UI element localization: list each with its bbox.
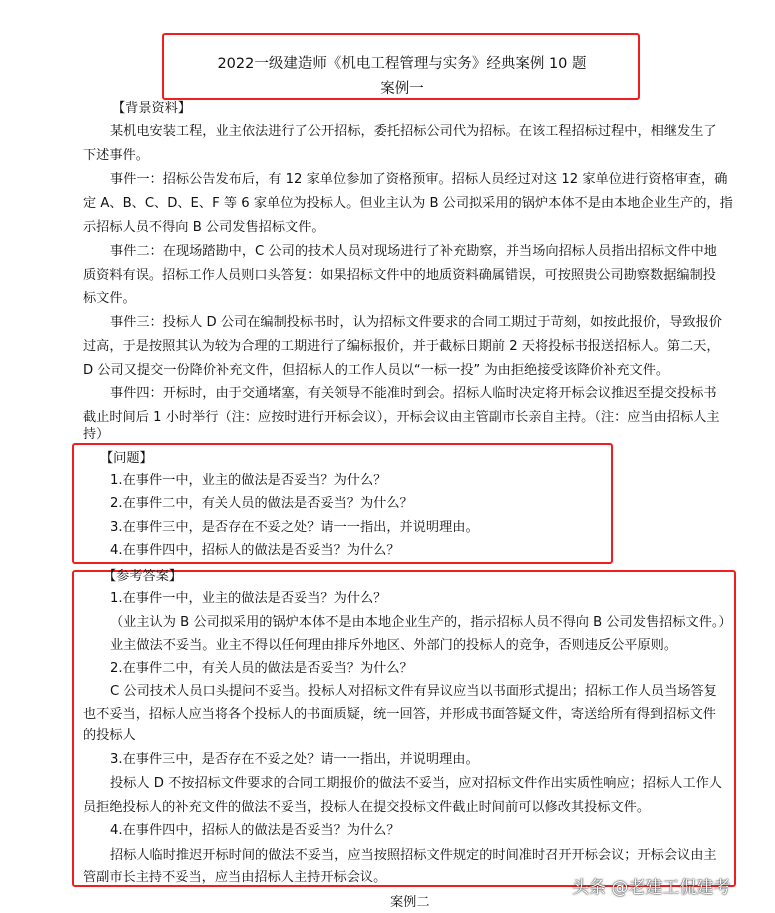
question-item: 2.在事件二中，有关人员的做法是否妥当？为什么？ [110,496,413,511]
background-line: 标文件。 [83,291,136,306]
answer-line: 的投标人 [83,728,136,743]
background-line: 事件一：招标公告发布后，有 12 家单位参加了资格预审。招标人员经过对这 12 家单位进行资格审查，确 [110,172,728,187]
background-line: 下述事件。 [83,148,149,163]
watermark: 头条 @老建工侃建考 [572,878,731,898]
question-item: 3.在事件三中，是否存在不妥之处？请一一指出，并说明理由。 [110,520,479,535]
answer-line: 2.在事件二中，有关人员的做法是否妥当？为什么？ [110,661,413,676]
answer-line: （业主认为 B 公司拟采用的锅炉本体不是由本地企业生产的，指示招标人员不得向 B 公司发售招标文件。） [110,615,732,630]
answer-line: 员拒绝投标人的补充文件的做法不妥当，投标人在提交投标文件截止时间前可以修改其投标文件。 [83,800,651,815]
document-title: 2022一级建造师《机电工程管理与实务》经典案例 10 题 [217,56,587,72]
background-line: 示招标人员不得向 B 公司发售招标文件。 [83,220,325,235]
answer-line: 业主做法不妥当。业主不得以任何理由排斥外地区、外部门的投标人的竞争，否则违反公平原则。 [110,638,678,653]
answer-line: 也不妥当，招标人应当将各个投标人的书面质疑，统一回答，并形成书面答疑文件，寄送给所有得到招标文件 [83,707,716,722]
background-line: 质资料有误。招标工作人员则口头答复：如果招标文件中的地质资料确属错误，可按照贵公司勘察数据编制投 [83,268,716,283]
background-line: 截止时间后 1 小时举行（注：应按时进行开标会议），开标会议由主管副市长亲自主持。（注：应当由招标人主 [83,410,720,425]
background-line: 事件三：投标人 D 公司在编制投标书时，认为招标文件要求的合同工期过于苛刻，如按此报价，导致报价 [110,315,722,330]
background-line: 定 A、B、C、D、E、F 等 6 家单位为投标人。但业主认为 B 公司拟采用的锅炉本体不是由本地企业生产的，指 [83,196,733,211]
background-heading: 【背景资料】 [112,101,192,116]
answers-heading: 【参考答案】 [103,569,183,584]
questions-heading: 【问题】 [100,451,153,466]
background-line: 持） [83,427,110,442]
background-line: 过高，于是按照其认为较为合理的工期进行了编标报价，并于截标日期前 2 天将投标书报送招标人。第二天， [83,339,720,354]
answer-line: 投标人 D 不按招标文件要求的合同工期报价的做法不妥当，应对招标文件作出实质性响应；招标人工作人 [110,776,722,791]
answer-line: 1.在事件一中，业主的做法是否妥当？为什么？ [110,591,387,606]
answer-line: 招标人临时推迟开标时间的做法不妥当，应当按照招标文件规定的时间准时召开开标会议；开标会议由主 [110,848,717,863]
question-item: 1.在事件一中，业主的做法是否妥当？为什么？ [110,473,387,488]
background-line: 某机电安装工程，业主依法进行了公开招标，委托招标公司代为招标。在该工程招标过程中，相继发生了 [110,124,717,139]
case-heading: 案例一 [380,81,424,97]
next-case-heading: 案例二 [390,895,430,910]
answer-line: 3.在事件三中，是否存在不妥之处？请一一指出，并说明理由。 [110,752,479,767]
background-line: 事件二：在现场踏勘中，C 公司的技术人员对现场进行了补充勘察，并当场向招标人员指出招标文件中地 [110,244,717,259]
answer-line: C 公司技术人员口头提问不妥当。投标人对招标文件有异议应当以书面形式提出；招标工作人员当场答复 [110,684,717,699]
background-line: 事件四：开标时，由于交通堵塞，有关领导不能准时到会。招标人临时决定将开标会议推迟至提交投标书 [110,386,717,401]
question-item: 4.在事件四中，招标人的做法是否妥当？为什么？ [110,543,400,558]
background-line: D 公司又提交一份降价补充文件，但招标人的工作人员以“一标一投” 为由拒绝接受该降价补充文件。 [83,363,670,378]
answer-line: 管副市长主持不妥当，应当由招标人主持开标会议。 [83,870,387,885]
answer-line: 4.在事件四中，招标人的做法是否妥当？为什么？ [110,823,400,838]
